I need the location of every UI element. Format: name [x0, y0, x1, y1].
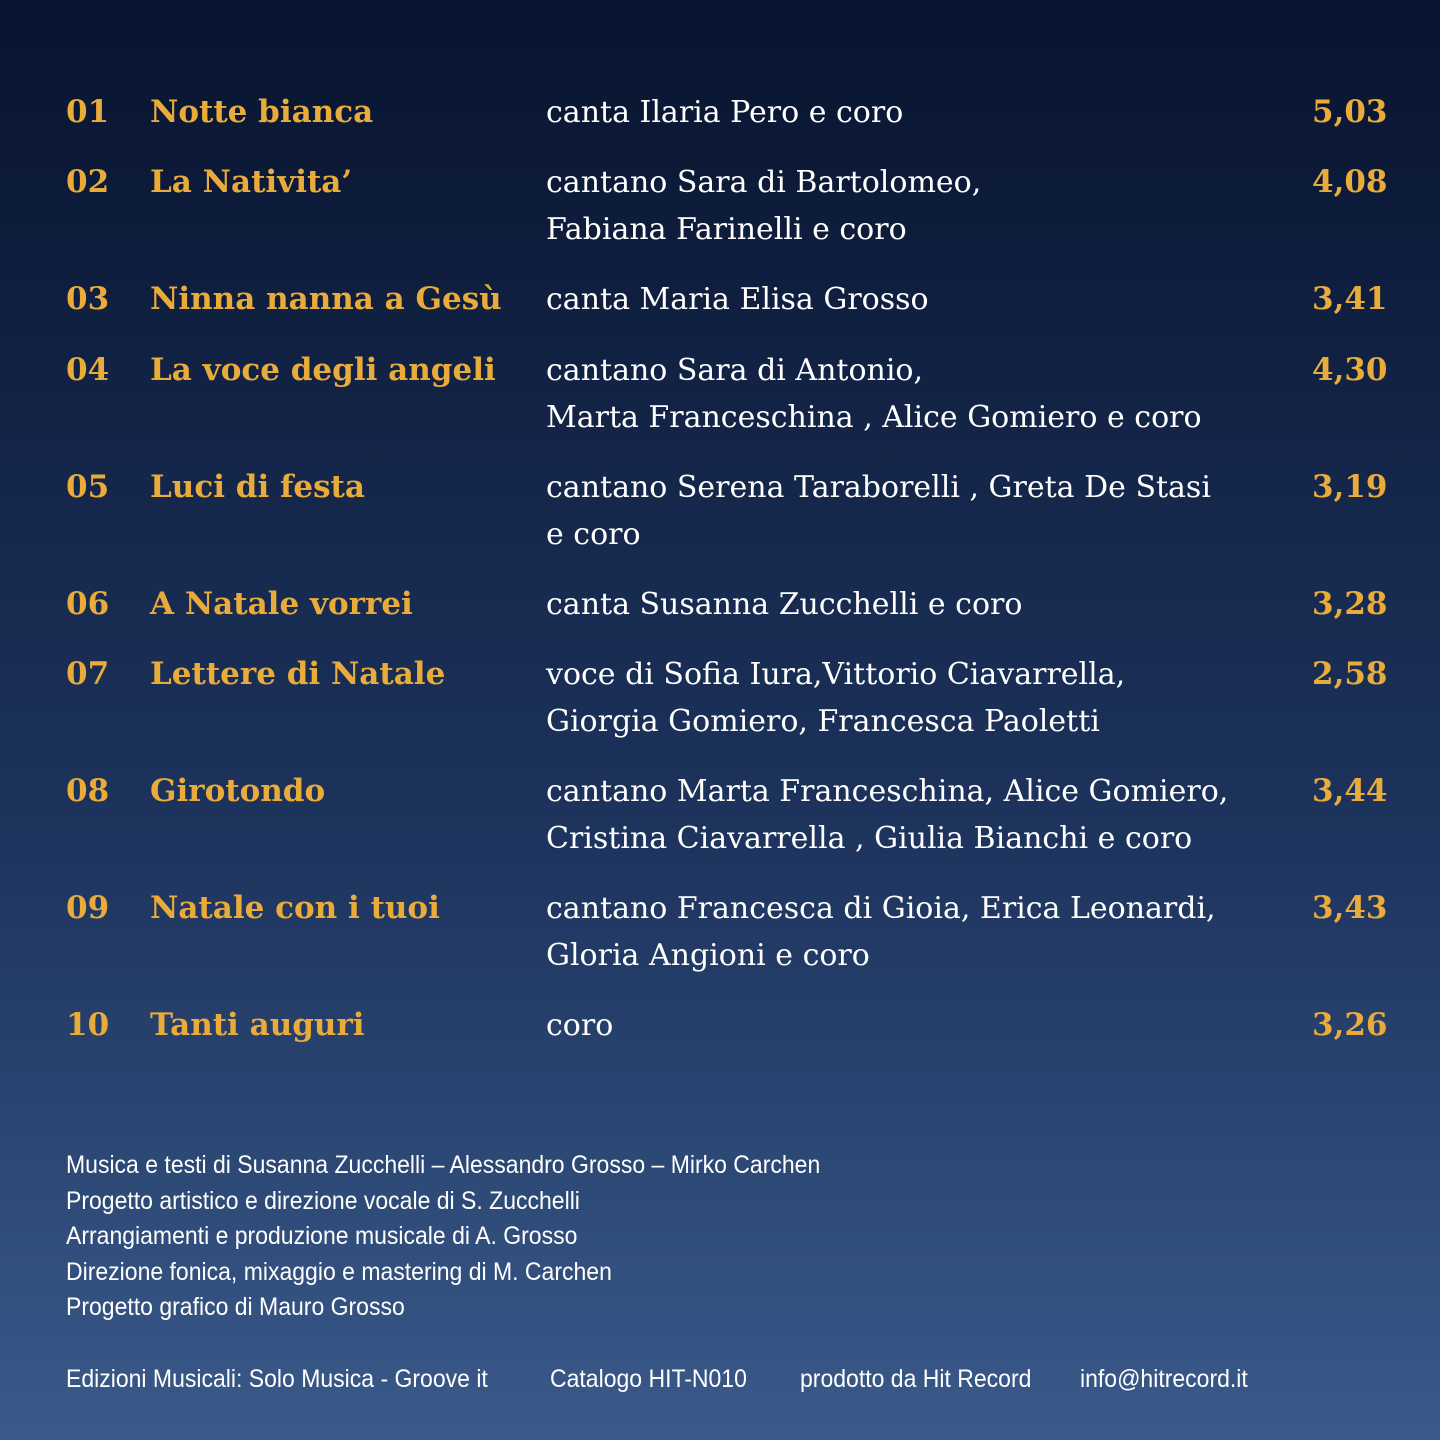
track-number: 08	[66, 773, 110, 809]
credit-line: Progetto grafico di Mauro Grosso	[66, 1293, 405, 1321]
footer-email[interactable]: info@hitrecord.it	[1080, 1365, 1248, 1393]
track-title: Luci di festa	[150, 469, 365, 505]
performers-line: e coro	[546, 517, 641, 552]
track-duration: 3,44	[1312, 773, 1388, 809]
track-number: 10	[66, 1007, 110, 1043]
performers-line: cantano Marta Franceschina, Alice Gomiero,	[546, 774, 1229, 809]
performers-line: coro	[546, 1008, 614, 1043]
track-duration: 4,08	[1312, 164, 1388, 200]
track-number: 04	[66, 352, 110, 388]
footer-catalog: Catalogo HIT-N010	[550, 1365, 747, 1393]
track-duration: 3,28	[1312, 586, 1388, 622]
performers-line: canta Ilaria Pero e coro	[546, 95, 904, 130]
track-title: Ninna nanna a Gesù	[150, 281, 502, 317]
track-duration: 4,30	[1312, 352, 1388, 388]
performers-line: cantano Serena Taraborelli , Greta De Stasi	[546, 470, 1211, 505]
performers-line: Giorgia Gomiero, Francesca Paoletti	[546, 704, 1100, 739]
track-title: Lettere di Natale	[150, 656, 446, 692]
performers-line: canta Susanna Zucchelli e coro	[546, 587, 1023, 622]
credit-line: Arrangiamenti e produzione musicale di A. Grosso	[66, 1222, 578, 1250]
track-performers	[546, 885, 1246, 979]
track-performers	[546, 347, 1246, 441]
track-number: 09	[66, 890, 110, 926]
track-number: 03	[66, 281, 110, 317]
track-performers	[546, 276, 1246, 323]
track-performers	[546, 1002, 1246, 1049]
performers-line: Marta Franceschina , Alice Gomiero e coro	[546, 400, 1202, 435]
track-duration: 5,03	[1312, 94, 1388, 130]
credit-line: Musica e testi di Susanna Zucchelli – Alessandro Grosso – Mirko Carchen	[66, 1151, 821, 1179]
footer-producer: prodotto da Hit Record	[800, 1365, 1032, 1393]
performers-line: canta Maria Elisa Grosso	[546, 282, 929, 317]
track-title: Girotondo	[150, 773, 326, 809]
performers-line: voce di Sofia Iura,Vittorio Ciavarrella,	[546, 657, 1126, 692]
performers-line: Fabiana Farinelli e coro	[546, 212, 907, 247]
track-performers	[546, 89, 1246, 136]
track-duration: 3,19	[1312, 469, 1388, 505]
track-duration: 3,26	[1312, 1007, 1388, 1043]
performers-line: Gloria Angioni e coro	[546, 938, 870, 973]
track-performers	[546, 768, 1246, 862]
credit-line: Direzione fonica, mixaggio e mastering di M. Carchen	[66, 1257, 612, 1286]
track-title: Notte bianca	[150, 94, 374, 130]
credit-line: Progetto artistico e direzione vocale di S. Zucchelli	[66, 1186, 580, 1215]
track-number: 06	[66, 586, 110, 622]
track-duration: 3,43	[1312, 890, 1388, 926]
track-number: 05	[66, 469, 110, 505]
track-title: Tanti auguri	[150, 1007, 365, 1043]
track-duration: 3,41	[1312, 281, 1388, 317]
track-performers	[546, 581, 1246, 628]
performers-line: cantano Francesca di Gioia, Erica Leonardi,	[546, 891, 1216, 926]
footer-publisher: Edizioni Musicali: Solo Musica - Groove it	[66, 1365, 488, 1393]
credits-block	[66, 1148, 820, 1326]
track-title: A Natale vorrei	[150, 586, 413, 622]
track-number: 02	[66, 164, 110, 200]
track-title: La voce degli angeli	[150, 352, 496, 388]
track-number: 07	[66, 656, 110, 692]
track-performers	[546, 651, 1246, 745]
track-title: Natale con i tuoi	[150, 890, 440, 926]
track-title: La Nativita’	[150, 164, 353, 200]
track-number: 01	[66, 94, 110, 130]
track-performers	[546, 159, 1246, 253]
performers-line: Cristina Ciavarrella , Giulia Bianchi e coro	[546, 821, 1193, 856]
performers-line: cantano Sara di Antonio,	[546, 353, 924, 388]
track-performers	[546, 464, 1246, 558]
performers-line: cantano Sara di Bartolomeo,	[546, 165, 982, 200]
track-duration: 2,58	[1312, 656, 1388, 692]
